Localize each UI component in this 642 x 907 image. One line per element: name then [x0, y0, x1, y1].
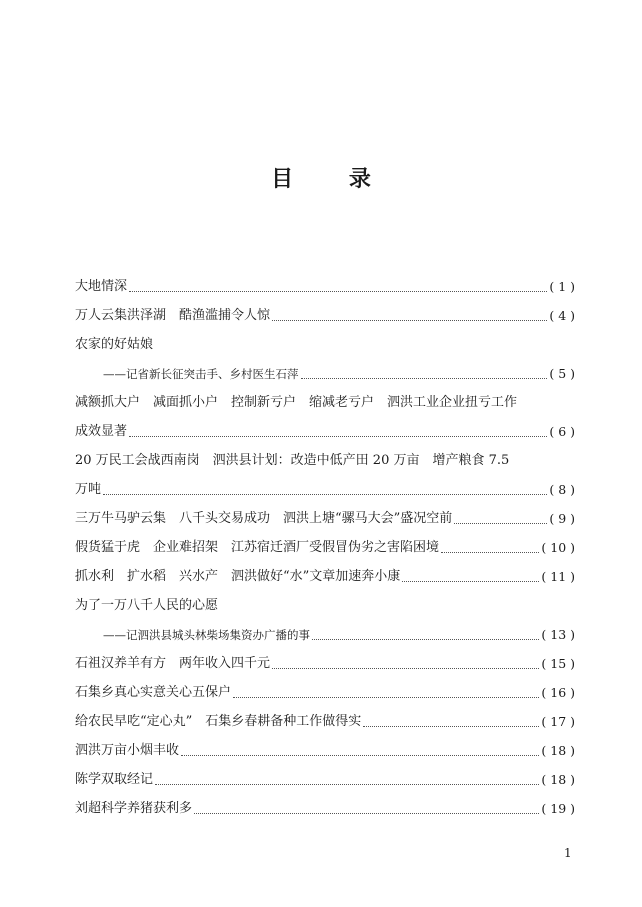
- toc-entry-page: ( 8 ): [549, 482, 575, 497]
- toc-entry-title: 石祖汉养羊有方 两年收入四千元: [75, 656, 271, 671]
- toc-entry-page: ( 19 ): [541, 801, 575, 816]
- toc-entry: [75, 384, 575, 412]
- toc-entry-page: ( 9 ): [549, 511, 575, 526]
- toc-leader-dots: [129, 435, 547, 437]
- toc-entry: [75, 732, 575, 760]
- toc-entry-title: 三万牛马驴云集 八千头交易成功 泗洪上塘“骡马大会”盛况空前: [75, 511, 453, 526]
- toc-entry-title: 20 万民工会战西南岗 泗洪县计划：改造中低产田 20 万亩 增产粮食 7.5: [75, 453, 510, 468]
- toc-leader-dots: [155, 783, 539, 785]
- toc-entry-title: 给农民早吃“定心丸” 石集乡春耕备种工作做得实: [75, 714, 362, 729]
- toc-entry-title: 泗洪万亩小烟丰收: [75, 743, 180, 758]
- toc-entry-page: ( 1 ): [549, 279, 575, 294]
- toc-entry-page: ( 18 ): [541, 743, 575, 758]
- toc-leader-dots: [402, 580, 539, 582]
- toc-leader-dots: [301, 377, 548, 379]
- toc-entry-page: ( 18 ): [541, 772, 575, 787]
- toc-entry-page: ( 16 ): [541, 685, 575, 700]
- toc-entry-page: ( 5 ): [549, 366, 575, 381]
- toc-leader-dots: [363, 725, 539, 727]
- toc-entry: [75, 413, 575, 441]
- toc-leader-dots: [181, 754, 539, 756]
- toc-entry: [75, 355, 575, 383]
- page-number: 1: [564, 846, 572, 860]
- toc-leader-dots: [454, 522, 547, 524]
- toc-entry-title: ——记泗洪县城头林柴场集资办广播的事: [103, 628, 310, 642]
- toc-entry: [75, 500, 575, 528]
- toc-entry: [75, 645, 575, 673]
- toc-entry: [75, 703, 575, 731]
- toc-leader-dots: [272, 667, 539, 669]
- toc-entry: [75, 471, 575, 499]
- toc-leader-dots: [272, 319, 547, 321]
- toc-entry-title: ——记省新长征突击手、乡村医生石萍: [103, 367, 299, 381]
- toc-entry-title: 万吨: [75, 482, 102, 497]
- toc-leader-dots: [194, 812, 539, 814]
- toc-leader-dots: [103, 493, 547, 495]
- toc-entry: [75, 674, 575, 702]
- toc-leader-dots: [312, 638, 539, 640]
- toc-entry: [75, 616, 575, 644]
- toc-leader-dots: [233, 696, 539, 698]
- toc-entry-title: 刘超科学养猪获利多: [75, 801, 193, 816]
- toc-entry-page: ( 11 ): [541, 569, 575, 584]
- toc-entry: [75, 761, 575, 789]
- toc-entry-title: 大地情深: [75, 279, 128, 294]
- toc-entry-title: 假货猛于虎 企业难招架 江苏宿迁酒厂受假冒伪劣之害陷困境: [75, 540, 440, 555]
- toc-entry-title: 减额抓大户 减面抓小户 控制新亏户 缩减老亏户 泗洪工业企业扭亏工作: [75, 395, 518, 410]
- toc-entry-page: ( 10 ): [541, 540, 575, 555]
- toc-entry: [75, 268, 575, 296]
- toc-entry-page: ( 13 ): [541, 627, 575, 642]
- toc-entry-title: 农家的好姑娘: [75, 337, 154, 352]
- toc-entry-title: 石集乡真心实意关心五保户: [75, 685, 232, 700]
- toc-leader-dots: [441, 551, 539, 553]
- toc-entry: [75, 326, 575, 354]
- toc-entry-title: 成效显著: [75, 424, 128, 439]
- toc-entry: [75, 442, 575, 470]
- toc-entry: [75, 587, 575, 615]
- toc-entry-page: ( 15 ): [541, 656, 575, 671]
- toc-entry: [75, 297, 575, 325]
- toc-entry: [75, 558, 575, 586]
- toc-entry: [75, 529, 575, 557]
- toc-entry-title: 抓水利 扩水稻 兴水产 泗洪做好“水”文章加速奔小康: [75, 569, 401, 584]
- toc-entry-page: ( 17 ): [541, 714, 575, 729]
- toc-entry-title: 为了一万八千人民的心愿: [75, 598, 219, 613]
- toc-leader-dots: [129, 290, 547, 292]
- toc-entry-page: ( 4 ): [549, 308, 575, 323]
- page-title: 目 录: [271, 166, 395, 192]
- toc-entry-page: ( 6 ): [549, 424, 575, 439]
- toc-entry-title: 陈学双取经记: [75, 772, 154, 787]
- toc-entry: [75, 790, 575, 818]
- toc-entry-title: 万人云集洪泽湖 酷渔滥捕令人惊: [75, 308, 271, 323]
